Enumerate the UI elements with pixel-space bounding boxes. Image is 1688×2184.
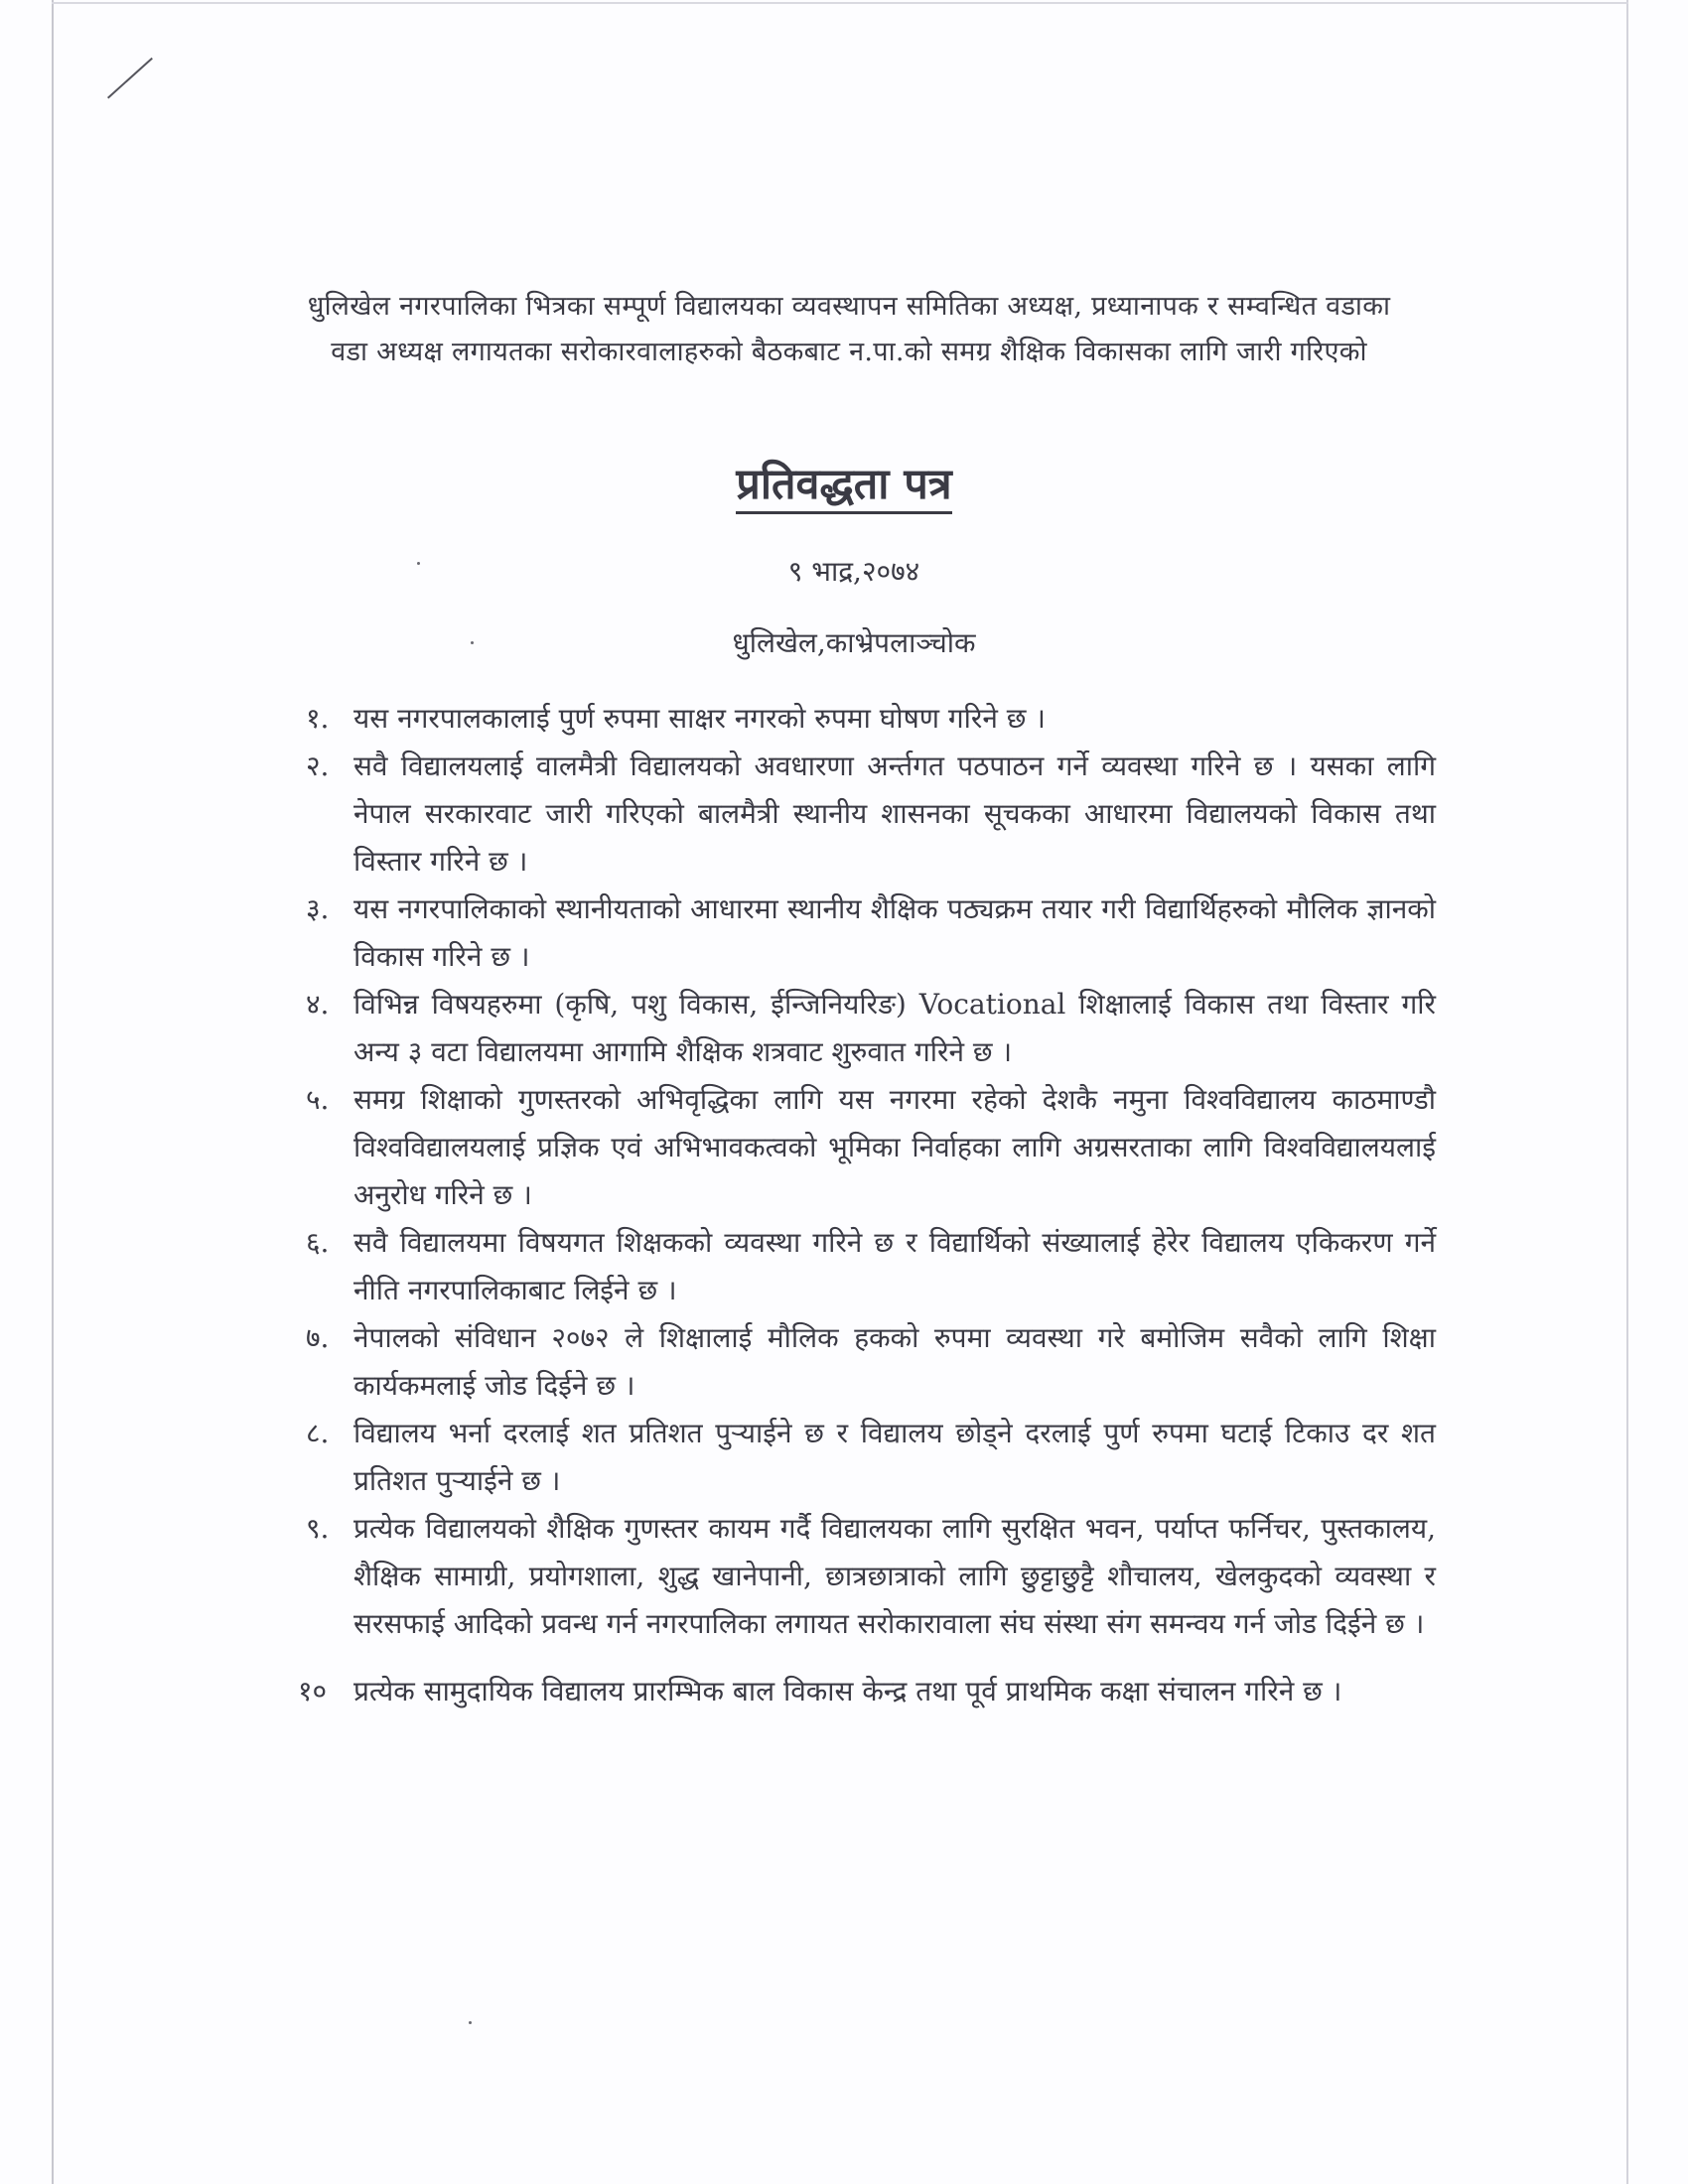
commitment-number: ७. [306,1321,330,1354]
page-top-edge [52,2,1628,4]
commitment-item [298,1505,1436,1648]
scan-speck [417,562,420,565]
page-right-edge [1626,0,1628,2184]
document-heading: धुलिखेल नगरपालिका भित्रका सम्पूर्ण विद्यालयका व्यवस्थापन समितिका अध्यक्ष, प्रध्यानापक र सम्वन्धित वडाका वडा अध्यक्ष लगायतका सरोकारवालाहरुको बैठकबाट न.पा.को समग्र शैक्षिक विकासका लागि जारी गरिएको [307,291,1391,367]
commitment-number: ६. [306,1226,330,1259]
commitment-text: नेपालको संविधान २०७२ ले शिक्षालाई मौलिक हकको रुपमा व्यवस्था गरे बमोजिम सवैको लागि शिक्षा कार्यकमलाई जोड दिईने छ । [353,1321,1436,1402]
commitment-list [298,695,1436,1715]
commitment-text: सवै विद्यालयलाई वालमैत्री विद्यालयको अवधारणा अर्न्तगत पठपाठन गर्ने व्यवस्था गरिने छ । यसका लागि नेपाल सरकारवाट जारी गरिएको बालमैत्री स्थानीय शासनका सूचकका आधारमा विद्यालयको विकास तथा विस्तार गरिने छ । [353,750,1436,878]
commitment-text: विद्यालय भर्ना दरलाई शत प्रतिशत पुऱ्याईने छ र विद्यालय छोड्ने दरलाई पुर्ण रुपमा घटाई टिकाउ दर शत प्रतिशत पुऱ्याईने छ । [353,1417,1436,1497]
commitment-item [298,886,1436,981]
commitment-number: ५. [306,1083,330,1116]
commitment-item [298,1668,1436,1715]
commitment-number: १. [306,702,330,735]
commitment-number: ४. [306,988,330,1021]
commitment-item [298,1076,1436,1219]
commitment-text: प्रत्येक विद्यालयको शैक्षिक गुणस्तर कायम गर्दै विद्यालयका लागि सुरक्षित भवन, पर्याप्त फर्निचर, पुस्तकालय, शैक्षिक सामाग्री, प्रयोगशाला, शुद्ध खानेपानी, छात्रछात्राको लागि छुट्टाछुट्टै शौचालय, खेलकुदको व्यवस्था र सरसफाई आदिको प्रवन्ध गर्न नगरपालिका लगायत सरोकारावाला संघ संस्था संग समन्वय गर्न जोड दिईने छ । [353,1512,1436,1640]
commitment-item [298,743,1436,886]
commitment-item [298,1314,1436,1410]
commitment-item [298,1410,1436,1505]
page-left-edge [52,0,54,2184]
commitment-text: सवै विद्यालयमा विषयगत शिक्षकको व्यवस्था गरिने छ र विद्यार्थिको संख्यालाई हेरेर विद्यालय एकिकरण गर्ने नीति नगरपालिकाबाट लिईने छ । [353,1226,1436,1306]
commitment-number: २. [306,750,330,782]
commitment-number: ३. [306,892,330,925]
commitment-text: विभिन्न विषयहरुमा (कृषि, पशु विकास, ईन्जिनियरिङ) Vocational शिक्षालाई विकास तथा विस्तार गरि अन्य ३ वटा विद्यालयमा आगामि शैक्षिक शत्रवाट शुरुवात गरिने छ । [353,988,1436,1068]
document-title [645,455,1043,514]
commitment-item [298,981,1436,1076]
commitment-number: १० [298,1675,328,1707]
commitment-text: समग्र शिक्षाको गुणस्तरको अभिवृद्धिका लागि यस नगरमा रहेको देशकै नमुना विश्वविद्यालय काठमाण्डौ विश्वविद्यालयलाई प्रज्ञिक एवं अभिभावकत्वको भूमिका निर्वाहका लागि अग्रसरताका लागि विश्वविद्यालयलाई अनुरोध गरिने छ । [353,1083,1436,1211]
pen-stroke-mark [107,58,153,99]
document-title-text: प्रतिवद्धता पत्र [736,460,951,514]
commitment-text: प्रत्येक सामुदायिक विद्यालय प्रारम्भिक बाल विकास केन्द्र तथा पूर्व प्राथमिक कक्षा संचालन गरिने छ । [353,1675,1342,1707]
scan-speck [469,2021,472,2024]
commitment-text: यस नगरपालकालाई पुर्ण रुपमा साक्षर नगरको रुपमा घोषण गरिने छ । [353,702,1046,735]
commitment-item [298,1219,1436,1314]
commitment-item [298,695,1436,743]
document-date: ९ भाद्र,२०७४ [787,555,920,588]
commitment-number: ९. [306,1512,330,1545]
commitment-text: यस नगरपालिकाको स्थानीयताको आधारमा स्थानीय शैक्षिक पठ्यक्रम तयार गरी विद्यार्थिहरुको मौलिक ज्ञानको विकास गरिने छ । [353,892,1436,973]
commitment-number: ८. [306,1417,330,1449]
document-place: धुलिखेल,काभ्रेपलाञ्चोक [732,626,976,659]
scan-speck [471,641,474,644]
